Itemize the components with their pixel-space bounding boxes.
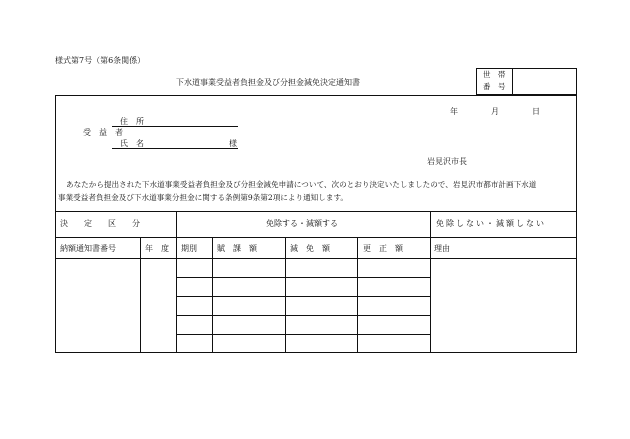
- header-fiscal-year: 年 度: [145, 244, 169, 253]
- header-notice-number: 納額通知書番号: [60, 244, 116, 253]
- issuer: 岩見沢市長: [427, 157, 467, 166]
- row-line-2: [176, 296, 431, 297]
- fiscal-year-cell[interactable]: [141, 259, 176, 352]
- form-number: 様式第7号（第6条関係）: [55, 56, 146, 65]
- not-exempt-option[interactable]: 免除しない・減額しない: [436, 219, 546, 228]
- header-period: 期別: [181, 244, 197, 253]
- honorific: 様: [229, 139, 237, 148]
- household-number-label-2: 番 号: [483, 82, 506, 91]
- header-corrected: 更 正 額: [363, 244, 403, 253]
- date-month: 月: [491, 107, 499, 116]
- header-reason: 理由: [434, 244, 450, 253]
- decision-row-bottom: [55, 237, 577, 238]
- name-underline: [112, 148, 238, 149]
- body-text-line-2: 事業受益者負担金及び下水道事業分担金に関する条例第9条第2項により通知します。: [58, 193, 349, 202]
- row-line-1: [176, 277, 431, 278]
- date-year: 年: [450, 107, 458, 116]
- name-label: 氏 名: [120, 139, 144, 148]
- decision-category-label: 決 定 区 分: [60, 219, 140, 228]
- address-field[interactable]: [150, 116, 236, 126]
- recipient-label: 受 益 者: [83, 128, 123, 137]
- row-line-3: [176, 315, 431, 316]
- decision-divider-2: [430, 211, 431, 238]
- name-field[interactable]: [150, 138, 222, 148]
- household-number-field[interactable]: [513, 69, 576, 94]
- address-underline: [112, 126, 238, 127]
- header-assessed: 賦 課 額: [217, 244, 257, 253]
- household-number-label-1: 世 帯: [483, 70, 506, 79]
- row-line-4: [176, 334, 431, 335]
- reason-cell[interactable]: [431, 259, 576, 352]
- col-line-2: [176, 237, 177, 353]
- col-line-3: [212, 237, 213, 353]
- body-text-line-1: あなたから提出された下水道事業受益者負担金及び分担金減免申請について、次のとおり決定いたしましたので、岩見沢市都市計画下水道: [66, 180, 537, 189]
- address-label: 住 所: [120, 117, 144, 126]
- notice-number-cell[interactable]: [56, 259, 140, 352]
- col-line-5: [357, 237, 358, 353]
- col-line-4: [285, 237, 286, 353]
- header-reduction: 減 免 額: [290, 244, 330, 253]
- decision-row-top: [55, 211, 577, 212]
- date-day: 日: [532, 107, 540, 116]
- exempt-option[interactable]: 免除する・減額する: [266, 219, 338, 228]
- decision-divider-1: [176, 211, 177, 238]
- document-title: 下水道事業受益者負担金及び分担金減免決定通知書: [176, 78, 360, 87]
